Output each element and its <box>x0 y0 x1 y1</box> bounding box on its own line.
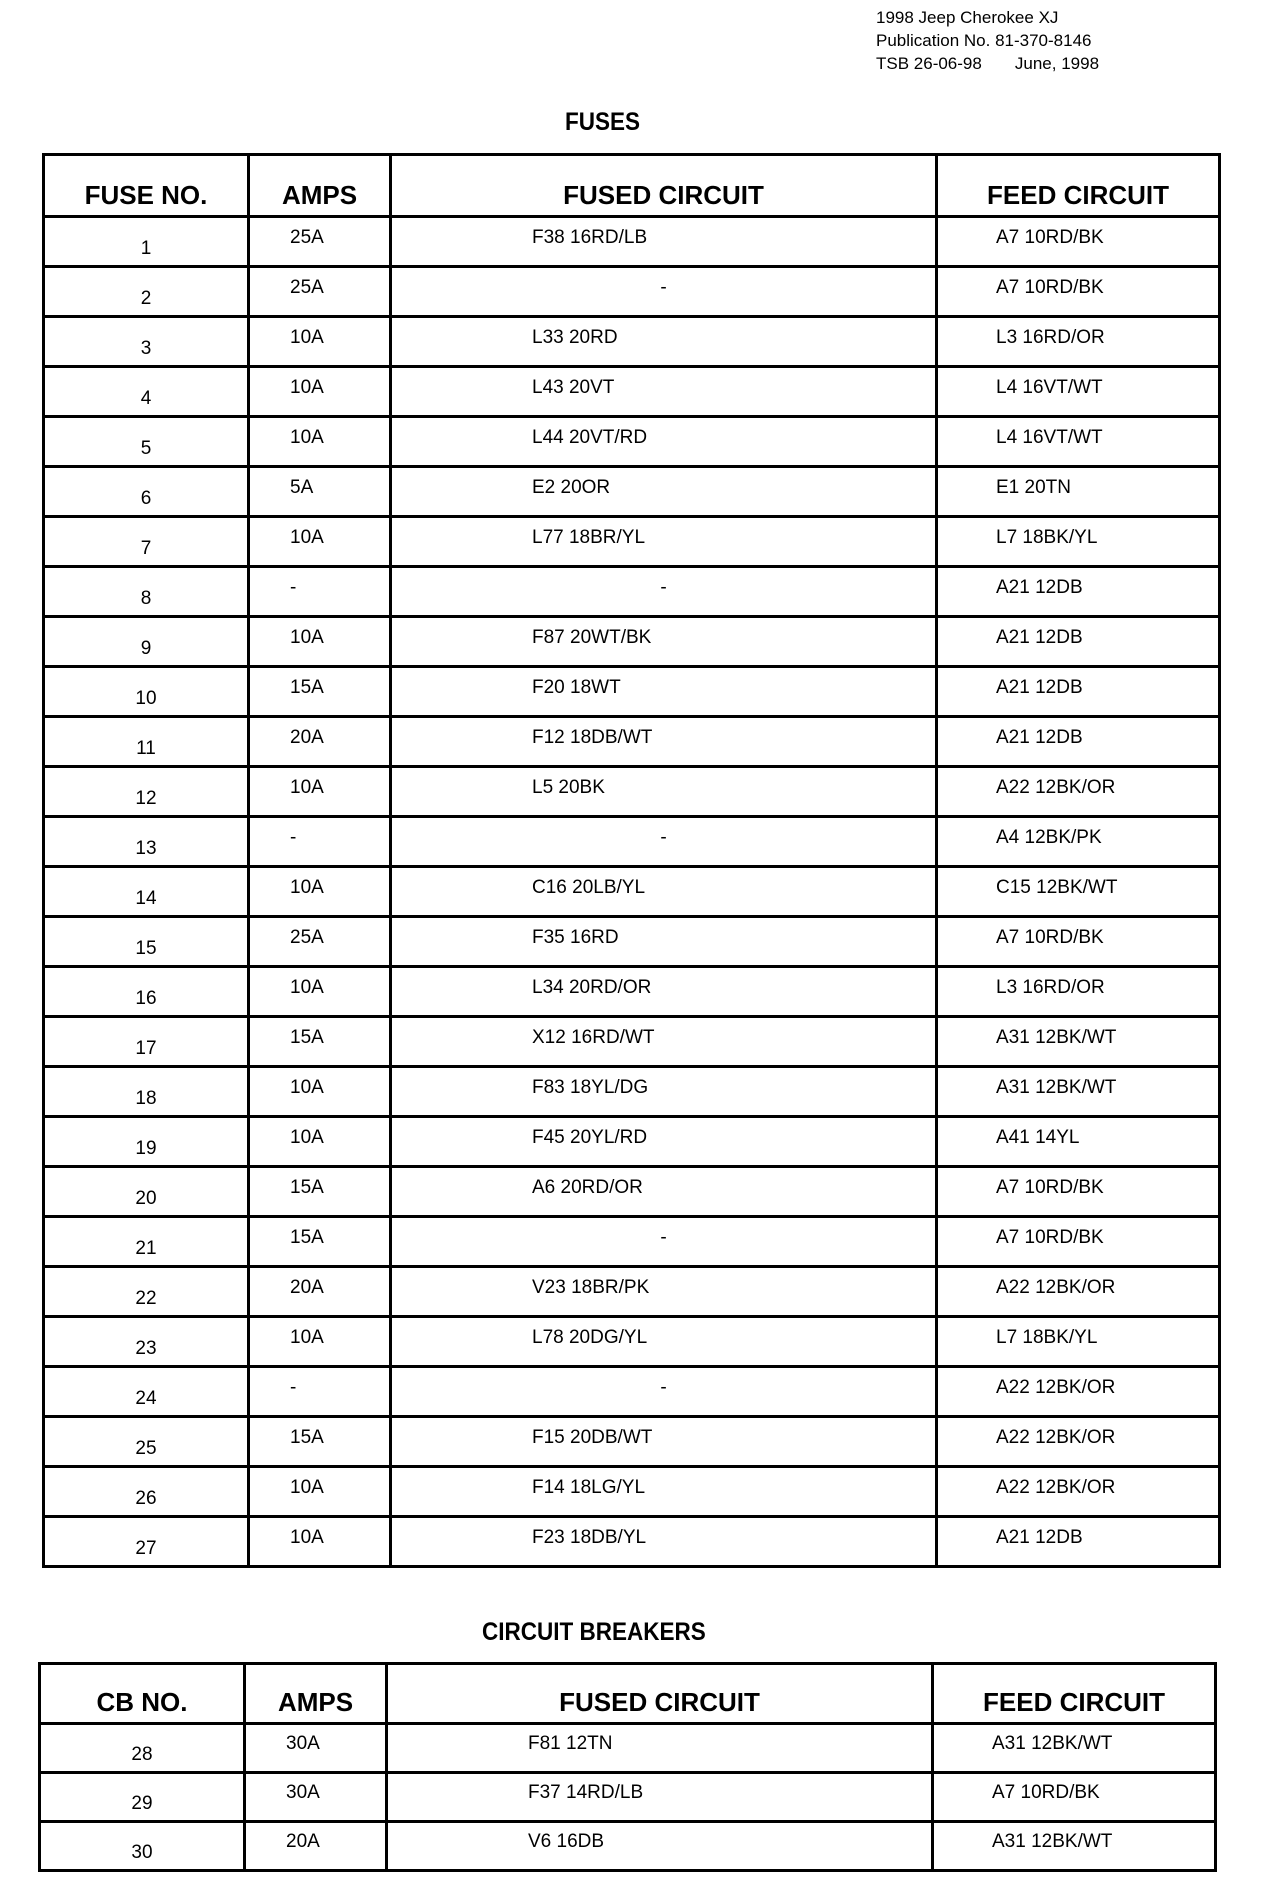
number-cell: 18 <box>44 1067 249 1117</box>
table-row <box>44 667 1220 717</box>
number-cell: 15 <box>44 917 249 967</box>
table-row <box>44 1167 1220 1217</box>
feed-circuit-cell: A7 10RD/BK <box>937 1217 1220 1267</box>
number-cell: 7 <box>44 517 249 567</box>
amps-cell: 5A <box>249 467 391 517</box>
number-cell: 30 <box>40 1822 245 1871</box>
table-row <box>44 1317 1220 1367</box>
table-row <box>44 467 1220 517</box>
column-header: FEED CIRCUIT <box>933 1664 1216 1724</box>
amps-cell: 25A <box>249 217 391 267</box>
header-publication: Publication No. 81-370-8146 <box>876 31 1092 50</box>
fused-circuit-cell: C16 20LB/YL <box>391 867 937 917</box>
fused-circuit-cell: F35 16RD <box>391 917 937 967</box>
feed-circuit-cell: L7 18BK/YL <box>937 1317 1220 1367</box>
fused-circuit-cell: - <box>391 1367 937 1417</box>
table-row <box>44 1067 1220 1117</box>
feed-circuit-cell: A4 12BK/PK <box>937 817 1220 867</box>
feed-circuit-cell: A7 10RD/BK <box>937 1167 1220 1217</box>
amps-cell: 10A <box>249 1067 391 1117</box>
number-cell: 8 <box>44 567 249 617</box>
amps-cell: 15A <box>249 1017 391 1067</box>
feed-circuit-cell: A31 12BK/WT <box>937 1067 1220 1117</box>
amps-cell: 10A <box>249 517 391 567</box>
number-cell: 10 <box>44 667 249 717</box>
circuit-breakers-table <box>38 1662 1217 1872</box>
fused-circuit-cell: V6 16DB <box>387 1822 933 1871</box>
feed-circuit-cell: A31 12BK/WT <box>933 1822 1216 1871</box>
fused-circuit-cell: F87 20WT/BK <box>391 617 937 667</box>
amps-cell: 10A <box>249 417 391 467</box>
amps-cell: 15A <box>249 1217 391 1267</box>
feed-circuit-cell: A21 12DB <box>937 617 1220 667</box>
amps-cell: 20A <box>249 717 391 767</box>
table-row <box>44 317 1220 367</box>
feed-circuit-cell: A41 14YL <box>937 1117 1220 1167</box>
number-cell: 1 <box>44 217 249 267</box>
amps-cell: - <box>249 1367 391 1417</box>
number-cell: 19 <box>44 1117 249 1167</box>
document-header <box>876 6 1099 75</box>
header-tsb-date: TSB 26-06-98 June, 1998 <box>876 54 1100 73</box>
fused-circuit-cell: F83 18YL/DG <box>391 1067 937 1117</box>
amps-cell: - <box>249 817 391 867</box>
fused-circuit-cell: L78 20DG/YL <box>391 1317 937 1367</box>
number-cell: 13 <box>44 817 249 867</box>
feed-circuit-cell: L4 16VT/WT <box>937 367 1220 417</box>
amps-cell: 10A <box>249 1517 391 1567</box>
amps-cell: 15A <box>249 1417 391 1467</box>
amps-cell: 10A <box>249 617 391 667</box>
feed-circuit-cell: A7 10RD/BK <box>937 217 1220 267</box>
feed-circuit-cell: A22 12BK/OR <box>937 1417 1220 1467</box>
feed-circuit-cell: L4 16VT/WT <box>937 417 1220 467</box>
number-cell: 28 <box>40 1724 245 1773</box>
table-row <box>44 767 1220 817</box>
feed-circuit-cell: L3 16RD/OR <box>937 967 1220 1017</box>
amps-cell: 20A <box>245 1822 387 1871</box>
fused-circuit-cell: F37 14RD/LB <box>387 1773 933 1822</box>
number-cell: 3 <box>44 317 249 367</box>
table-row <box>44 917 1220 967</box>
fused-circuit-cell: X12 16RD/WT <box>391 1017 937 1067</box>
feed-circuit-cell: A22 12BK/OR <box>937 1267 1220 1317</box>
fused-circuit-cell: L5 20BK <box>391 767 937 817</box>
number-cell: 6 <box>44 467 249 517</box>
amps-cell: 10A <box>249 367 391 417</box>
table-row <box>44 1217 1220 1267</box>
number-cell: 12 <box>44 767 249 817</box>
column-header: AMPS <box>249 155 391 217</box>
table-row <box>44 1267 1220 1317</box>
number-cell: 9 <box>44 617 249 667</box>
table-row <box>44 417 1220 467</box>
fused-circuit-cell: L43 20VT <box>391 367 937 417</box>
table-row <box>44 1467 1220 1517</box>
feed-circuit-cell: A7 10RD/BK <box>933 1773 1216 1822</box>
number-cell: 16 <box>44 967 249 1017</box>
fused-circuit-cell: F38 16RD/LB <box>391 217 937 267</box>
fused-circuit-cell: F81 12TN <box>387 1724 933 1773</box>
table-row <box>44 1417 1220 1467</box>
table-row <box>44 717 1220 767</box>
number-cell: 2 <box>44 267 249 317</box>
amps-cell: 25A <box>249 917 391 967</box>
number-cell: 4 <box>44 367 249 417</box>
amps-cell: 10A <box>249 1467 391 1517</box>
column-header: FUSED CIRCUIT <box>391 155 937 217</box>
table-row <box>40 1822 1216 1871</box>
number-cell: 26 <box>44 1467 249 1517</box>
fused-circuit-cell: - <box>391 267 937 317</box>
feed-circuit-cell: A21 12DB <box>937 667 1220 717</box>
table-row <box>44 967 1220 1017</box>
number-cell: 20 <box>44 1167 249 1217</box>
table-row <box>40 1724 1216 1773</box>
circuit-breakers-title: CIRCUIT BREAKERS <box>482 1618 706 1646</box>
fuses-header-row <box>44 155 1220 217</box>
breakers-header-row <box>40 1664 1216 1724</box>
fused-circuit-cell: F15 20DB/WT <box>391 1417 937 1467</box>
number-cell: 25 <box>44 1417 249 1467</box>
table-row <box>44 1117 1220 1167</box>
amps-cell: 10A <box>249 1317 391 1367</box>
table-row <box>44 217 1220 267</box>
feed-circuit-cell: A7 10RD/BK <box>937 267 1220 317</box>
feed-circuit-cell: A21 12DB <box>937 567 1220 617</box>
fused-circuit-cell: F20 18WT <box>391 667 937 717</box>
column-header: FUSED CIRCUIT <box>387 1664 933 1724</box>
table-row <box>44 867 1220 917</box>
amps-cell: - <box>249 567 391 617</box>
fused-circuit-cell: A6 20RD/OR <box>391 1167 937 1217</box>
feed-circuit-cell: A31 12BK/WT <box>933 1724 1216 1773</box>
feed-circuit-cell: A22 12BK/OR <box>937 1367 1220 1417</box>
fused-circuit-cell: F14 18LG/YL <box>391 1467 937 1517</box>
feed-circuit-cell: E1 20TN <box>937 467 1220 517</box>
fused-circuit-cell: L44 20VT/RD <box>391 417 937 467</box>
amps-cell: 20A <box>249 1267 391 1317</box>
column-header: AMPS <box>245 1664 387 1724</box>
fused-circuit-cell: - <box>391 567 937 617</box>
number-cell: 14 <box>44 867 249 917</box>
amps-cell: 10A <box>249 1117 391 1167</box>
fused-circuit-cell: E2 20OR <box>391 467 937 517</box>
number-cell: 17 <box>44 1017 249 1067</box>
amps-cell: 10A <box>249 767 391 817</box>
column-header: CB NO. <box>40 1664 245 1724</box>
table-row <box>44 1517 1220 1567</box>
fused-circuit-cell: F45 20YL/RD <box>391 1117 937 1167</box>
fused-circuit-cell: - <box>391 1217 937 1267</box>
feed-circuit-cell: L7 18BK/YL <box>937 517 1220 567</box>
feed-circuit-cell: A21 12DB <box>937 1517 1220 1567</box>
table-row <box>40 1773 1216 1822</box>
fused-circuit-cell: V23 18BR/PK <box>391 1267 937 1317</box>
amps-cell: 25A <box>249 267 391 317</box>
feed-circuit-cell: A21 12DB <box>937 717 1220 767</box>
number-cell: 22 <box>44 1267 249 1317</box>
feed-circuit-cell: L3 16RD/OR <box>937 317 1220 367</box>
fuses-title: FUSES <box>565 108 641 136</box>
number-cell: 21 <box>44 1217 249 1267</box>
fused-circuit-cell: L77 18BR/YL <box>391 517 937 567</box>
number-cell: 23 <box>44 1317 249 1367</box>
fused-circuit-cell: L33 20RD <box>391 317 937 367</box>
table-row <box>44 1367 1220 1417</box>
number-cell: 5 <box>44 417 249 467</box>
header-vehicle: 1998 Jeep Cherokee XJ <box>876 8 1059 27</box>
amps-cell: 15A <box>249 667 391 717</box>
feed-circuit-cell: A7 10RD/BK <box>937 917 1220 967</box>
feed-circuit-cell: A31 12BK/WT <box>937 1017 1220 1067</box>
amps-cell: 15A <box>249 1167 391 1217</box>
column-header: FEED CIRCUIT <box>937 155 1220 217</box>
fuses-table <box>42 153 1221 1568</box>
amps-cell: 10A <box>249 867 391 917</box>
fused-circuit-cell: F23 18DB/YL <box>391 1517 937 1567</box>
table-row <box>44 617 1220 667</box>
number-cell: 11 <box>44 717 249 767</box>
amps-cell: 30A <box>245 1773 387 1822</box>
table-row <box>44 1017 1220 1067</box>
feed-circuit-cell: A22 12BK/OR <box>937 1467 1220 1517</box>
table-row <box>44 817 1220 867</box>
feed-circuit-cell: C15 12BK/WT <box>937 867 1220 917</box>
number-cell: 29 <box>40 1773 245 1822</box>
feed-circuit-cell: A22 12BK/OR <box>937 767 1220 817</box>
table-row <box>44 517 1220 567</box>
table-row <box>44 267 1220 317</box>
number-cell: 27 <box>44 1517 249 1567</box>
amps-cell: 30A <box>245 1724 387 1773</box>
number-cell: 24 <box>44 1367 249 1417</box>
table-row <box>44 367 1220 417</box>
amps-cell: 10A <box>249 967 391 1017</box>
column-header: FUSE NO. <box>44 155 249 217</box>
table-row <box>44 567 1220 617</box>
fused-circuit-cell: L34 20RD/OR <box>391 967 937 1017</box>
fused-circuit-cell: F12 18DB/WT <box>391 717 937 767</box>
fused-circuit-cell: - <box>391 817 937 867</box>
amps-cell: 10A <box>249 317 391 367</box>
